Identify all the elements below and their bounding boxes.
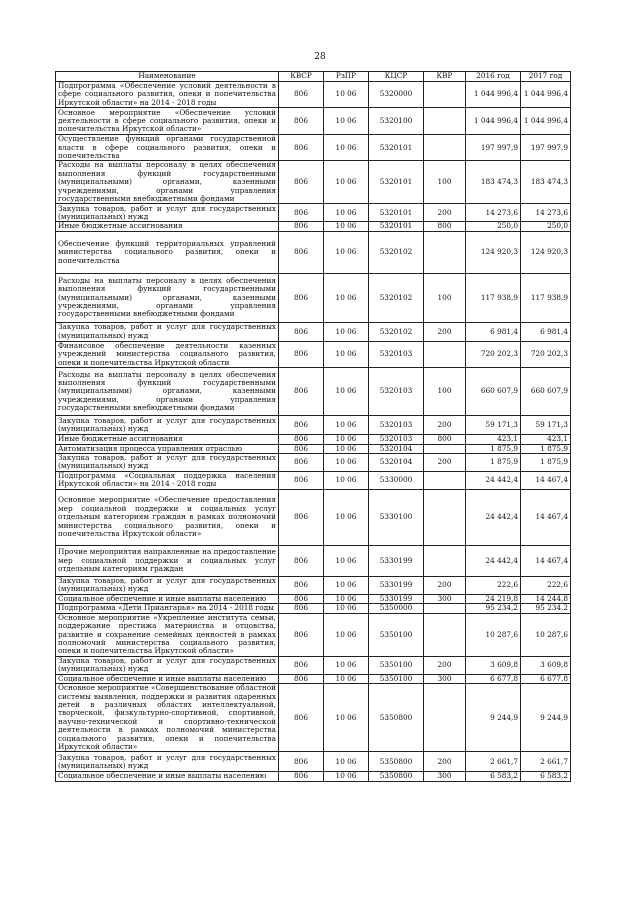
- row-2017: 720 202,3: [521, 341, 571, 367]
- row-2016: 24 442,4: [466, 545, 521, 576]
- row-2016: 124 920,3: [466, 231, 521, 273]
- row-rzpr: 10 06: [324, 108, 369, 135]
- row-name: Основное мероприятие «Обеспечение предоставления мер социальной поддержки и социальных услуг отдельным категориям граждан в рамках полномочий министерства социального развития, опеки и попечительства Иркутской области»: [56, 489, 279, 545]
- table-row: [56, 416, 571, 435]
- row-2016: 183 474,3: [466, 161, 521, 204]
- budget-table: [55, 71, 571, 782]
- row-kvr: 200: [424, 656, 466, 674]
- row-kvsr: 806: [279, 604, 324, 613]
- row-kvsr: 806: [279, 322, 324, 341]
- table-row: [56, 444, 571, 453]
- table-row: [56, 576, 571, 594]
- row-rzpr: 10 06: [324, 222, 369, 231]
- row-2017: 1 875,9: [521, 453, 571, 471]
- row-kcsr: 5330199: [369, 545, 424, 576]
- row-name: Основное мероприятие «Совершенствование областной системы выявления, поддержки и развития одаренных детей в различных областях интеллектуальной, творческой, физкультурно-спортивной, спортивной, научно-технической и спортивно-технической деятельности в рамках полномочий министерства социального развития, опеки и попечительства Иркутской области»: [56, 684, 279, 752]
- row-name: Подпрограмма «Дети Приангарья» на 2014 - 2018 годы: [56, 604, 279, 613]
- row-rzpr: 10 06: [324, 656, 369, 674]
- row-kvr: 200: [424, 453, 466, 471]
- row-name: Подпрограмма «Обеспечение условий деятельности в сфере социального развития, опеки и попечительства Иркутской области» на 2014 - 2018 годы: [56, 82, 279, 108]
- row-rzpr: 10 06: [324, 444, 369, 453]
- row-kcsr: 5320104: [369, 444, 424, 453]
- row-kcsr: 5330199: [369, 594, 424, 603]
- row-name: Социальное обеспечение и иные выплаты населению: [56, 772, 279, 781]
- row-2016: 2 661,7: [466, 752, 521, 772]
- row-rzpr: 10 06: [324, 204, 369, 222]
- row-2016: 6 583,2: [466, 772, 521, 781]
- row-kcsr: 5320103: [369, 416, 424, 435]
- row-kvr: [424, 545, 466, 576]
- row-2017: 1 044 996,4: [521, 82, 571, 108]
- row-rzpr: 10 06: [324, 471, 369, 489]
- row-kvr: 100: [424, 161, 466, 204]
- row-rzpr: 10 06: [324, 772, 369, 781]
- row-kcsr: 5320103: [369, 368, 424, 416]
- row-kvr: 200: [424, 752, 466, 772]
- row-2016: 1 044 996,4: [466, 82, 521, 108]
- row-2016: 423,1: [466, 435, 521, 444]
- row-kvsr: 806: [279, 489, 324, 545]
- row-name: Закупка товаров, работ и услуг для государственных (муниципальных) нужд: [56, 204, 279, 222]
- row-2017: 423,1: [521, 435, 571, 444]
- row-2017: 95 234,2: [521, 604, 571, 613]
- row-2016: 3 609,8: [466, 656, 521, 674]
- row-kvsr: 806: [279, 656, 324, 674]
- row-kcsr: 5320102: [369, 273, 424, 322]
- row-kcsr: 5320100: [369, 108, 424, 135]
- row-kcsr: 5350800: [369, 752, 424, 772]
- row-rzpr: 10 06: [324, 674, 369, 683]
- row-kvsr: 806: [279, 135, 324, 161]
- row-kvsr: 806: [279, 752, 324, 772]
- row-name: Иные бюджетные ассигнования: [56, 222, 279, 231]
- row-2016: 197 997,9: [466, 135, 521, 161]
- row-2016: 720 202,3: [466, 341, 521, 367]
- row-name: Осуществление функций органами государственной власти в сфере социального развития, опеки и попечительства: [56, 135, 279, 161]
- row-2016: 95 234,2: [466, 604, 521, 613]
- row-rzpr: 10 06: [324, 594, 369, 603]
- row-2016: 24 442,4: [466, 471, 521, 489]
- row-rzpr: 10 06: [324, 82, 369, 108]
- row-kvsr: 806: [279, 204, 324, 222]
- row-kcsr: 5350000: [369, 604, 424, 613]
- row-kcsr: 5330000: [369, 471, 424, 489]
- row-2016: 117 938,9: [466, 273, 521, 322]
- row-kcsr: 5350100: [369, 674, 424, 683]
- row-kvsr: 806: [279, 108, 324, 135]
- row-name: Расходы на выплаты персоналу в целях обеспечения выполнения функций государственными (муниципальными) органами, казенными учреждениями, органами управления государственными внебюджетными фондами: [56, 161, 279, 204]
- row-2017: 14 467,4: [521, 545, 571, 576]
- row-2017: 10 287,6: [521, 613, 571, 656]
- table-row: [56, 368, 571, 416]
- table-row: [56, 656, 571, 674]
- row-kvr: [424, 231, 466, 273]
- row-kcsr: 5350800: [369, 772, 424, 781]
- page-number: 28: [314, 52, 326, 62]
- table-row: [56, 108, 571, 135]
- row-rzpr: 10 06: [324, 273, 369, 322]
- row-2016: 660 607,9: [466, 368, 521, 416]
- table-row: [56, 435, 571, 444]
- row-kcsr: 5320102: [369, 322, 424, 341]
- row-rzpr: 10 06: [324, 135, 369, 161]
- row-kcsr: 5330100: [369, 489, 424, 545]
- table-row: [56, 161, 571, 204]
- row-2016: 1 875,9: [466, 453, 521, 471]
- row-name: Автоматизация процесса управления отраслью: [56, 444, 279, 453]
- row-rzpr: 10 06: [324, 161, 369, 204]
- row-kcsr: 5320102: [369, 231, 424, 273]
- row-name: Социальное обеспечение и иные выплаты населению: [56, 594, 279, 603]
- row-rzpr: 10 06: [324, 613, 369, 656]
- table-row: [56, 204, 571, 222]
- row-2016: 14 273,6: [466, 204, 521, 222]
- row-kvsr: 806: [279, 674, 324, 683]
- row-2016: 6 981,4: [466, 322, 521, 341]
- row-rzpr: 10 06: [324, 416, 369, 435]
- table-row: [56, 545, 571, 576]
- row-kvsr: 806: [279, 594, 324, 603]
- row-2017: 660 607,9: [521, 368, 571, 416]
- table-row: [56, 471, 571, 489]
- table-row: [56, 772, 571, 781]
- row-name: Закупка товаров, работ и услуг для государственных (муниципальных) нужд: [56, 576, 279, 594]
- row-2017: 1 875,9: [521, 444, 571, 453]
- row-kcsr: 5320101: [369, 161, 424, 204]
- row-kvsr: 806: [279, 368, 324, 416]
- row-rzpr: 10 06: [324, 368, 369, 416]
- row-2016: 1 875,9: [466, 444, 521, 453]
- row-2016: 250,0: [466, 222, 521, 231]
- row-name: Подпрограмма «Социальная поддержка населения Иркутской области» на 2014 - 2018 годы: [56, 471, 279, 489]
- row-rzpr: 10 06: [324, 604, 369, 613]
- row-2016: 59 171,3: [466, 416, 521, 435]
- row-kvr: [424, 471, 466, 489]
- table-row: [56, 684, 571, 752]
- row-name: Финансовое обеспечение деятельности казенных учреждений министерства социального развития, опеки и попечительства Иркутской области: [56, 341, 279, 367]
- header-kvsr: КВСР: [279, 72, 324, 82]
- row-rzpr: 10 06: [324, 752, 369, 772]
- row-kvsr: 806: [279, 772, 324, 781]
- row-name: Основное мероприятие «Укрепление института семьи, поддержание престижа материнства и отцовства, развитие и сохранение семейных ценностей в рамках полномочий министерства социального развития, опеки и попечительства Иркутской области»: [56, 613, 279, 656]
- row-kcsr: 5320000: [369, 82, 424, 108]
- row-kvsr: 806: [279, 231, 324, 273]
- row-name: Закупка товаров, работ и услуг для государственных (муниципальных) нужд: [56, 656, 279, 674]
- row-kvr: 100: [424, 368, 466, 416]
- row-kcsr: 5320101: [369, 204, 424, 222]
- row-2017: 2 661,7: [521, 752, 571, 772]
- row-rzpr: 10 06: [324, 435, 369, 444]
- row-kvr: 200: [424, 204, 466, 222]
- row-kcsr: 5320101: [369, 135, 424, 161]
- row-2017: 6 677,8: [521, 674, 571, 683]
- row-2017: 183 474,3: [521, 161, 571, 204]
- row-kvsr: 806: [279, 576, 324, 594]
- row-2017: 14 467,4: [521, 489, 571, 545]
- row-rzpr: 10 06: [324, 231, 369, 273]
- row-name: Обеспечение функций территориальных управлений министерства социального развития, опеки и попечительства: [56, 231, 279, 273]
- header-rzpr: РзПР: [324, 72, 369, 82]
- row-kvsr: 806: [279, 545, 324, 576]
- table-row: [56, 489, 571, 545]
- table-row: [56, 222, 571, 231]
- row-name: Закупка товаров, работ и услуг для государственных (муниципальных) нужд: [56, 322, 279, 341]
- row-2016: 24 219,8: [466, 594, 521, 603]
- row-kcsr: 5330199: [369, 576, 424, 594]
- row-2017: 59 171,3: [521, 416, 571, 435]
- row-rzpr: 10 06: [324, 545, 369, 576]
- row-rzpr: 10 06: [324, 489, 369, 545]
- row-kvr: [424, 444, 466, 453]
- table-row: [56, 613, 571, 656]
- row-rzpr: 10 06: [324, 684, 369, 752]
- row-2016: 10 287,6: [466, 613, 521, 656]
- row-name: Иные бюджетные ассигнования: [56, 435, 279, 444]
- row-2016: 222,6: [466, 576, 521, 594]
- row-2017: 250,0: [521, 222, 571, 231]
- row-2017: 9 244,9: [521, 684, 571, 752]
- row-2017: 14 273,6: [521, 204, 571, 222]
- row-2017: 3 609,8: [521, 656, 571, 674]
- row-kcsr: 5350800: [369, 684, 424, 752]
- row-kvr: 100: [424, 273, 466, 322]
- row-name: Прочие мероприятия направленные на предоставление мер социальной поддержки и социальных услуг отдельным категориям граждан: [56, 545, 279, 576]
- row-name: Закупка товаров, работ и услуг для государственных (муниципальных) нужд: [56, 752, 279, 772]
- row-kvr: [424, 489, 466, 545]
- row-name: Закупка товаров, работ и услуг для государственных (муниципальных) нужд: [56, 416, 279, 435]
- header-2016: 2016 год: [466, 72, 521, 82]
- row-kvsr: 806: [279, 341, 324, 367]
- row-kvr: 200: [424, 322, 466, 341]
- row-rzpr: 10 06: [324, 453, 369, 471]
- budget-table-body: [56, 82, 571, 782]
- row-2017: 6 981,4: [521, 322, 571, 341]
- row-name: Расходы на выплаты персоналу в целях обеспечения выполнения функций государственными (муниципальными) органами, казенными учреждениями, органами управления государственными внебюджетными фондами: [56, 273, 279, 322]
- row-name: Закупка товаров, работ и услуг для государственных (муниципальных) нужд: [56, 453, 279, 471]
- row-kvsr: 806: [279, 416, 324, 435]
- header-kcsr: КЦСР: [369, 72, 424, 82]
- row-kvsr: 806: [279, 453, 324, 471]
- row-2016: 24 442,4: [466, 489, 521, 545]
- row-kvsr: 806: [279, 444, 324, 453]
- row-name: Основное мероприятие «Обеспечение условий деятельности в сфере социального развития, опеки и попечительства Иркутской области»: [56, 108, 279, 135]
- row-kvr: [424, 135, 466, 161]
- row-rzpr: 10 06: [324, 322, 369, 341]
- row-kvr: 200: [424, 416, 466, 435]
- row-kcsr: 5320103: [369, 341, 424, 367]
- row-2017: 117 938,9: [521, 273, 571, 322]
- row-kvr: 800: [424, 435, 466, 444]
- row-kvr: [424, 613, 466, 656]
- row-kvsr: 806: [279, 273, 324, 322]
- row-kvsr: 806: [279, 222, 324, 231]
- table-row: [56, 231, 571, 273]
- table-row: [56, 322, 571, 341]
- row-2017: 197 997,9: [521, 135, 571, 161]
- row-kcsr: 5320104: [369, 453, 424, 471]
- row-kcsr: 5320103: [369, 435, 424, 444]
- row-kvr: 300: [424, 594, 466, 603]
- row-2016: 9 244,9: [466, 684, 521, 752]
- row-2017: 6 583,2: [521, 772, 571, 781]
- row-2017: 222,6: [521, 576, 571, 594]
- row-kvr: [424, 108, 466, 135]
- table-row: [56, 752, 571, 772]
- row-kvsr: 806: [279, 82, 324, 108]
- row-kvsr: 806: [279, 613, 324, 656]
- table-row: [56, 82, 571, 108]
- row-kvr: [424, 341, 466, 367]
- row-kvr: [424, 82, 466, 108]
- header-2017: 2017 год: [521, 72, 571, 82]
- row-kvr: [424, 684, 466, 752]
- row-kvsr: 806: [279, 471, 324, 489]
- row-name: Социальное обеспечение и иные выплаты населению: [56, 674, 279, 683]
- table-row: [56, 604, 571, 613]
- row-rzpr: 10 06: [324, 341, 369, 367]
- table-row: [56, 273, 571, 322]
- row-kvr: 300: [424, 674, 466, 683]
- row-kvsr: 806: [279, 435, 324, 444]
- table-row: [56, 135, 571, 161]
- row-kvsr: 806: [279, 684, 324, 752]
- row-rzpr: 10 06: [324, 576, 369, 594]
- row-2017: 1 044 996,4: [521, 108, 571, 135]
- row-kvr: 800: [424, 222, 466, 231]
- row-kvr: 300: [424, 772, 466, 781]
- table-row: [56, 341, 571, 367]
- header-name: Наименование: [56, 72, 279, 82]
- row-2016: 6 677,8: [466, 674, 521, 683]
- row-kcsr: 5350100: [369, 613, 424, 656]
- row-kvsr: 806: [279, 161, 324, 204]
- table-row: [56, 453, 571, 471]
- row-kcsr: 5350100: [369, 656, 424, 674]
- row-kcsr: 5320101: [369, 222, 424, 231]
- row-kvr: [424, 604, 466, 613]
- table-header-row: [56, 72, 571, 82]
- row-2016: 1 044 996,4: [466, 108, 521, 135]
- row-2017: 14 467,4: [521, 471, 571, 489]
- row-name: Расходы на выплаты персоналу в целях обеспечения выполнения функций государственными (муниципальными) органами, казенными учреждениями, органами управления государственными внебюджетными фондами: [56, 368, 279, 416]
- row-2017: 124 920,3: [521, 231, 571, 273]
- row-kvr: 200: [424, 576, 466, 594]
- row-2017: 14 244,8: [521, 594, 571, 603]
- header-kvr: КВР: [424, 72, 466, 82]
